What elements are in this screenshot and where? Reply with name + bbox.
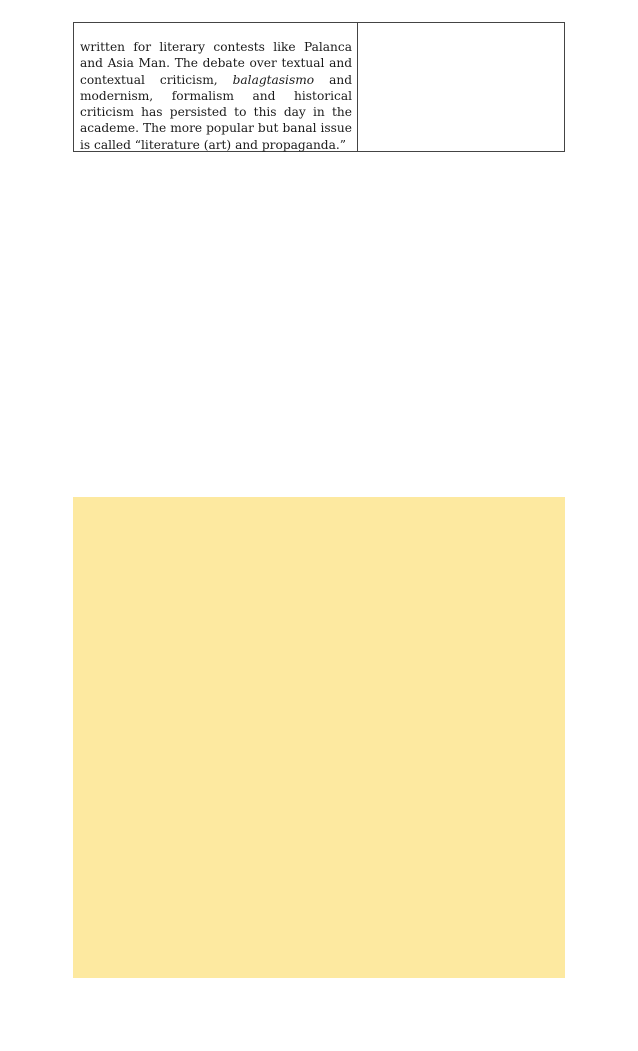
list-item bbox=[73, 180, 565, 198]
list-item bbox=[73, 162, 565, 180]
page-content bbox=[73, 22, 565, 229]
genre-list bbox=[364, 31, 564, 119]
list-item bbox=[364, 84, 564, 102]
top-table bbox=[73, 22, 565, 152]
right-border bbox=[598, 0, 638, 1051]
list-item bbox=[364, 101, 564, 119]
left-border bbox=[0, 0, 40, 1051]
creation-myth-box bbox=[73, 497, 565, 978]
top-left-cell bbox=[80, 23, 352, 153]
bottom-border bbox=[0, 1009, 638, 1051]
list-item bbox=[364, 49, 564, 67]
islands-list bbox=[73, 162, 565, 215]
table-divider bbox=[357, 23, 358, 151]
list-item bbox=[364, 66, 564, 84]
top-right-cell bbox=[364, 31, 564, 119]
list-item bbox=[73, 197, 565, 215]
top-left-text: written for literary contests like Palanca and Asia Man. The debate over textual and contextual criticism, balagtasismo and modernism, formalism and historical criticism has persisted to this day in the academe. The more popular but banal issue is called “literature (art) and propaganda.” bbox=[80, 40, 352, 152]
list-item bbox=[364, 31, 564, 49]
